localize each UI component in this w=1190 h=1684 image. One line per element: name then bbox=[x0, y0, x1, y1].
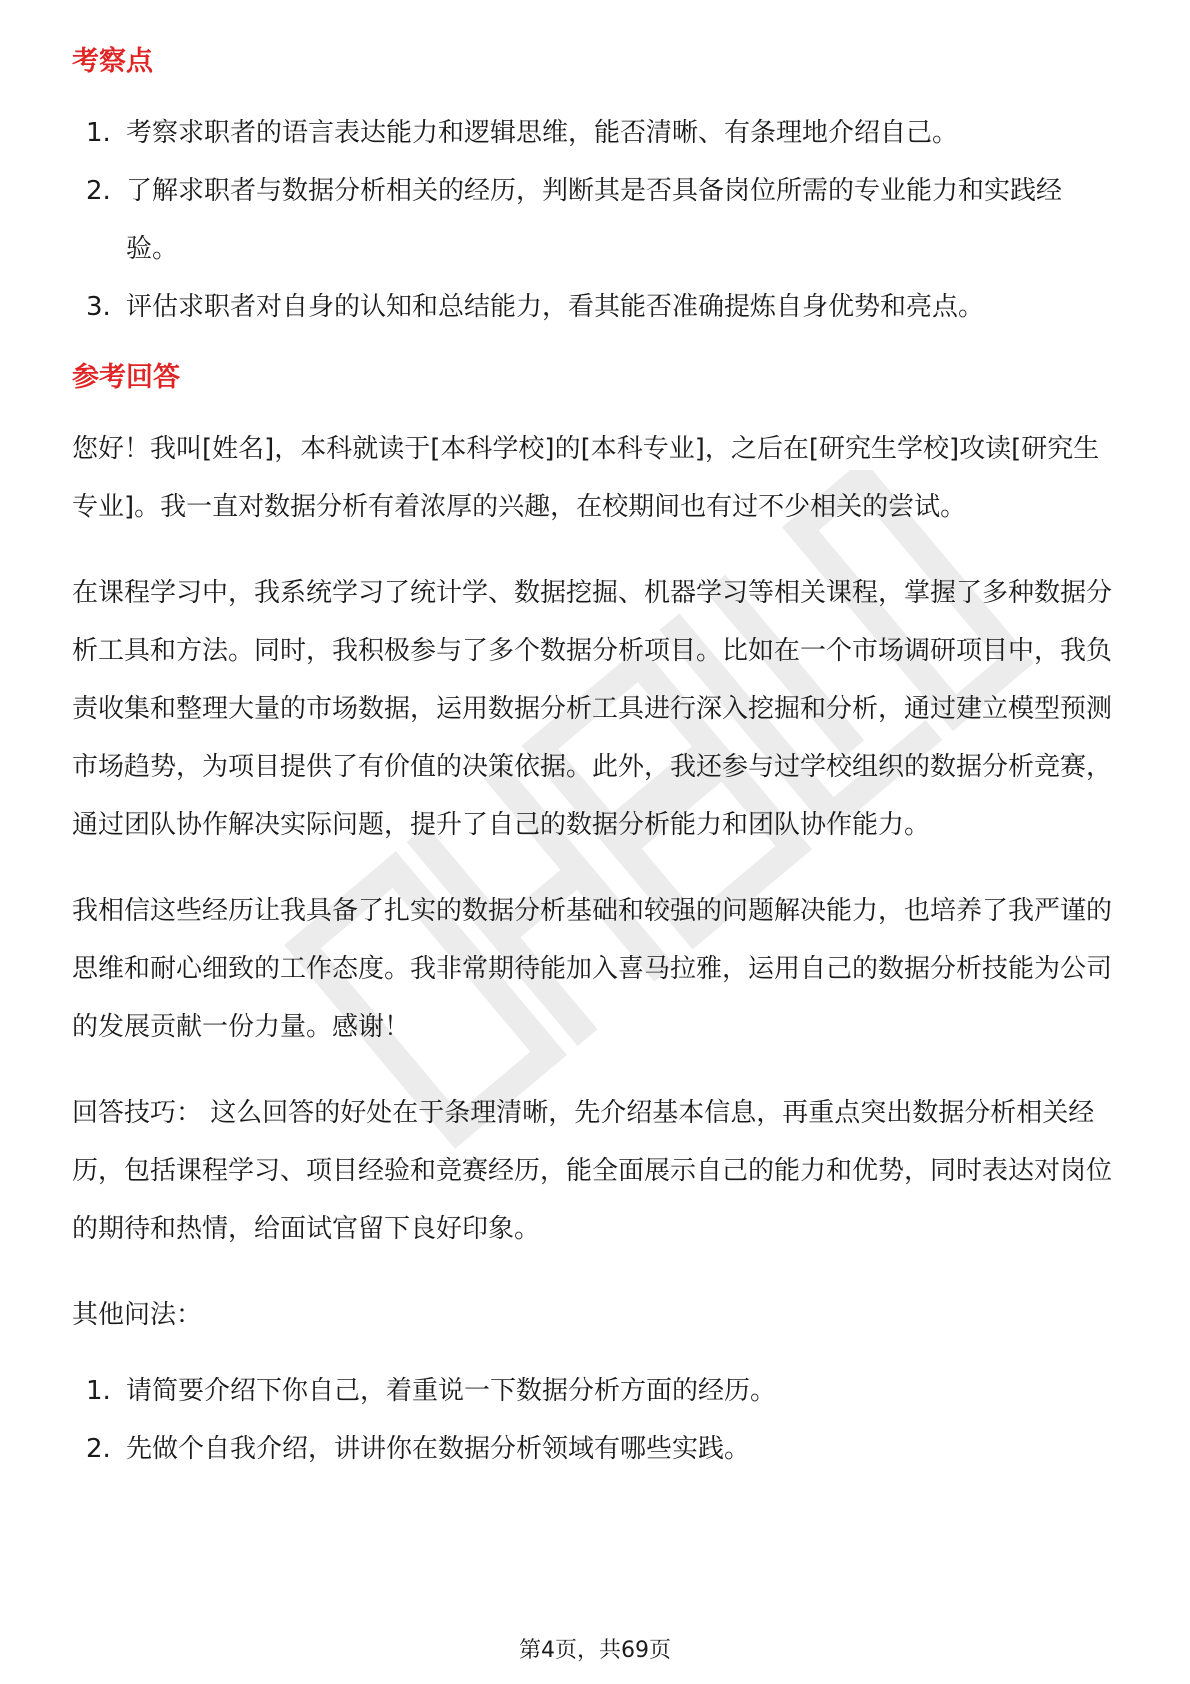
answer-paragraph-closing: 我相信这些经历让我具备了扎实的数据分析基础和较强的问题解决能力，也培养了我严谨的思维和耐心细致的工作态度。我非常期待能加入喜马拉雅，运用自己的数据分析技能为公司的发展贡献一份力量。感谢！ bbox=[72, 896, 1113, 1042]
list-item bbox=[72, 104, 1112, 162]
list-number: 2. bbox=[86, 176, 111, 206]
list-item bbox=[72, 278, 1112, 336]
list-text: 先做个自我介绍，讲讲你在数据分析领域有哪些实践。 bbox=[126, 1434, 751, 1464]
list-number: 1. bbox=[86, 1376, 111, 1406]
list-number: 2. bbox=[86, 1434, 111, 1464]
list-item bbox=[72, 162, 1112, 278]
document-content bbox=[72, 42, 1112, 1478]
page-footer: 第4页，共69页 bbox=[519, 1638, 671, 1663]
points-list bbox=[72, 104, 1112, 336]
list-number: 3. bbox=[86, 292, 111, 322]
list-text: 了解求职者与数据分析相关的经历，判断其是否具备岗位所需的专业能力和实践经验。 bbox=[126, 176, 1063, 264]
list-item bbox=[72, 1420, 1112, 1478]
list-text: 评估求职者对自身的认知和总结能力，看其能否准确提炼自身优势和亮点。 bbox=[126, 292, 985, 322]
list-text: 考察求职者的语言表达能力和逻辑思维，能否清晰、有条理地介绍自己。 bbox=[126, 118, 959, 148]
other-questions-list bbox=[72, 1362, 1112, 1478]
answer-paragraph-intro: 您好！我叫[姓名]，本科就读于[本科学校]的[本科专业]，之后在[研究生学校]攻读[研究生专业]。我一直对数据分析有着浓厚的兴趣，在校期间也有过不少相关的尝试。 bbox=[72, 434, 1100, 522]
answer-tips: 回答技巧： 这么回答的好处在于条理清晰，先介绍基本信息，再重点突出数据分析相关经历，包括课程学习、项目经验和竞赛经历，能全面展示自己的能力和优势，同时表达对岗位的期待和热情，给面试官留下良好印象。 bbox=[72, 1098, 1113, 1244]
list-text: 请简要介绍下你自己，着重说一下数据分析方面的经历。 bbox=[126, 1376, 777, 1406]
other-questions-title: 其他问法： bbox=[72, 1300, 203, 1330]
section-title-points: 考察点 bbox=[72, 46, 153, 77]
answer-paragraph-experience: 在课程学习中，我系统学习了统计学、数据挖掘、机器学习等相关课程，掌握了多种数据分析工具和方法。同时，我积极参与了多个数据分析项目。比如在一个市场调研项目中，我负责收集和整理大量的市场数据，运用数据分析工具进行深入挖掘和分析，通过建立模型预测市场趋势，为项目提供了有价值的决策依据。此外，我还参与过学校组织的数据分析竞赛，通过团队协作解决实际问题，提升了自己的数据分析能力和团队协作能力。 bbox=[72, 578, 1113, 840]
section-title-answer: 参考回答 bbox=[72, 362, 180, 393]
list-item bbox=[72, 1362, 1112, 1420]
list-number: 1. bbox=[86, 118, 111, 148]
